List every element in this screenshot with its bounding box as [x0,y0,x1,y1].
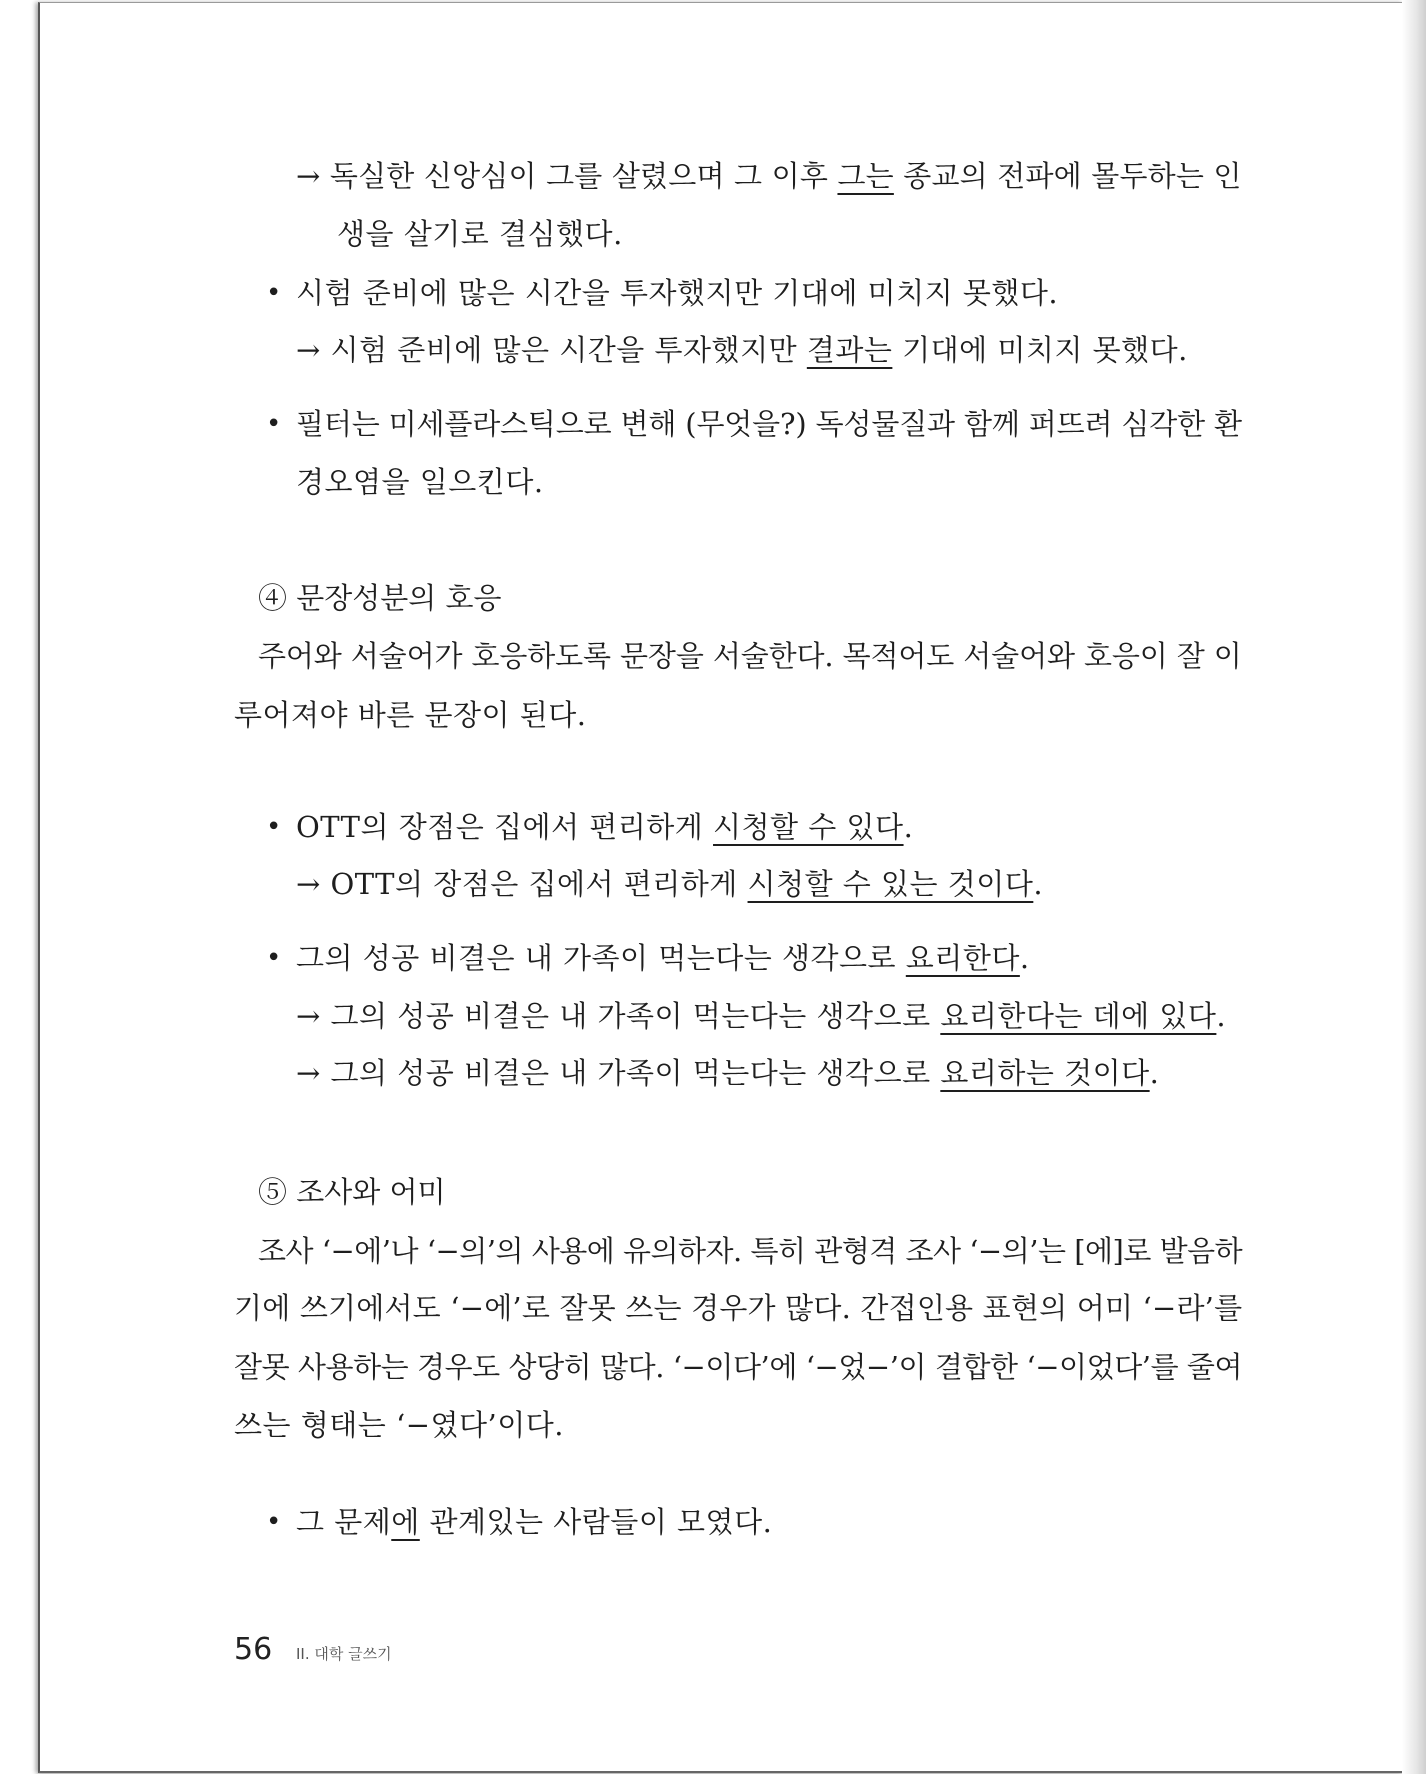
body-paragraph-line: 쓰는 형태는 ‘−였다’이다. [234,1408,565,1442]
bullet: • [266,278,282,308]
page-edge-shadow [1402,0,1426,1774]
bullet: • [266,409,282,439]
example-sentence: 시험 준비에 많은 시간을 투자했지만 기대에 미치지 못했다. [296,276,1059,310]
example-correction-continued: 생을 살기로 결심했다. [337,217,623,251]
example-sentence: 그의 성공 비결은 내 가족이 먹는다는 생각으로 요리한다. [296,941,1030,975]
example-correction-line: → 시험 준비에 많은 시간을 투자했지만 결과는 기대에 미치지 못했다. [296,333,1188,367]
page-number: 56 [234,1632,273,1667]
body-paragraph-line: 기에 쓰기에서도 ‘−에’로 잘못 쓰는 경우가 많다. 간접인용 표현의 어미 ‘−라’를 [234,1291,1243,1325]
section-heading: ⑤ 조사와 어미 [258,1175,446,1209]
body-paragraph-line: 루어져야 바른 문장이 된다. [234,698,587,732]
example-sentence: 필터는 미세플라스틱으로 변해 (무엇을?) 독성물질과 함께 퍼뜨려 심각한 환 [296,407,1242,441]
body-paragraph-line: 주어와 서술어가 호응하도록 문장을 서술한다. 목적어도 서술어와 호응이 잘 이 [258,639,1242,673]
bullet: • [266,943,282,973]
body-paragraph-line: 잘못 사용하는 경우도 상당히 많다. ‘−이다’에 ‘−었−’이 결합한 ‘−이었다’를 줄여 [234,1350,1243,1384]
example-sentence: OTT의 장점은 집에서 편리하게 시청할 수 있다. [296,810,914,844]
example-correction-line: → 그의 성공 비결은 내 가족이 먹는다는 생각으로 요리한다는 데에 있다. [296,999,1227,1033]
running-footer-section: II. 대학 글쓰기 [296,1645,392,1663]
body-paragraph-line: 조사 ‘−에’나 ‘−의’의 사용에 유의하자. 특히 관형격 조사 ‘−의’는 [에]로 발음하 [258,1234,1243,1268]
example-correction-line: → 독실한 신앙심이 그를 살렸으며 그 이후 그는 종교의 전파에 몰두하는 인 [296,159,1242,193]
section-heading: ④ 문장성분의 호응 [258,581,502,615]
bullet: • [266,812,282,842]
example-sentence-continued: 경오염을 일으킨다. [296,465,544,499]
example-correction-line: → 그의 성공 비결은 내 가족이 먹는다는 생각으로 요리하는 것이다. [296,1056,1160,1090]
example-sentence: 그 문제에 관계있는 사람들이 모였다. [296,1505,773,1539]
example-correction-line: → OTT의 장점은 집에서 편리하게 시청할 수 있는 것이다. [296,867,1044,901]
bullet: • [266,1507,282,1537]
